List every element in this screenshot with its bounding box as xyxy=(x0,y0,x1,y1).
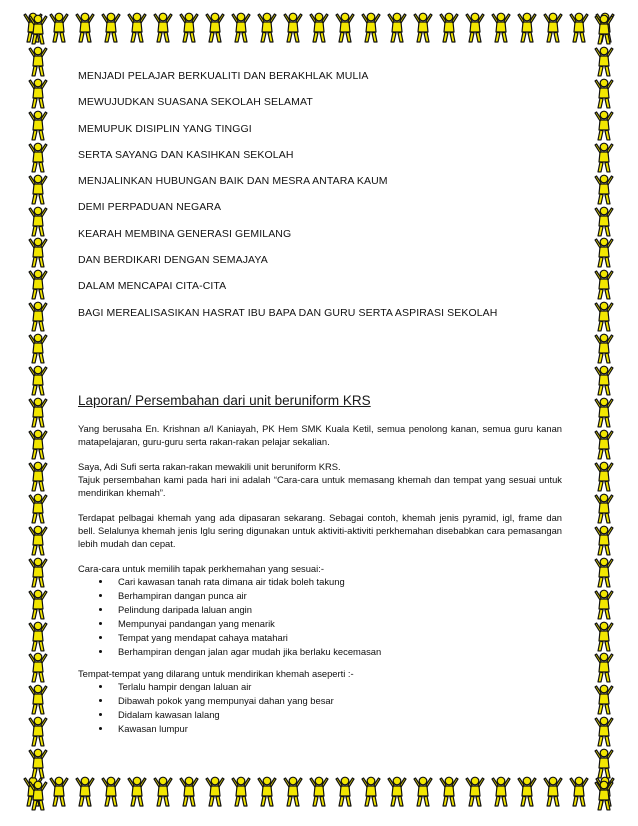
cheering-person-icon xyxy=(27,365,49,397)
cheering-person-icon xyxy=(100,12,122,44)
cheering-person-icon xyxy=(360,12,382,44)
cheering-person-icon xyxy=(593,14,615,46)
page-content xyxy=(78,68,562,736)
cheering-person-icon xyxy=(256,12,278,44)
cheering-person-icon xyxy=(27,397,49,429)
list-item: • Mempunyai pandangan yang menarik xyxy=(112,617,562,631)
cheering-person-icon xyxy=(178,776,200,808)
cheering-person-icon xyxy=(27,589,49,621)
cheering-person-icon xyxy=(27,142,49,174)
intro-line: Saya, Adi Sufi serta rakan-rakan mewakili unit beruniform KRS. xyxy=(78,460,341,472)
cheering-person-icon xyxy=(593,301,615,333)
cheering-person-icon xyxy=(593,365,615,397)
motto-line: MENJALINKAN HUBUNGAN BAIK DAN MESRA ANTARA KAUM xyxy=(78,175,388,188)
cheering-person-icon xyxy=(152,776,174,808)
cheering-person-icon xyxy=(593,269,615,301)
cheering-person-icon xyxy=(412,776,434,808)
cheering-person-icon xyxy=(593,142,615,174)
cheering-person-icon xyxy=(593,174,615,206)
motto-line: DALAM MENCAPAI CITA-CITA xyxy=(78,280,227,293)
site-heading: Cara-cara untuk memilih tapak perkhemahan yang sesuai:- xyxy=(78,562,324,574)
cheering-person-icon xyxy=(74,12,96,44)
cheering-person-icon xyxy=(27,621,49,653)
cheering-person-icon xyxy=(308,776,330,808)
cheering-person-icon xyxy=(438,776,460,808)
cheering-person-icon xyxy=(360,776,382,808)
cheering-person-icon xyxy=(438,12,460,44)
cheering-person-icon xyxy=(593,333,615,365)
cheering-person-icon xyxy=(542,12,564,44)
cheering-person-icon xyxy=(27,525,49,557)
cheering-person-icon xyxy=(27,780,49,812)
cheering-person-icon xyxy=(464,776,486,808)
cheering-person-icon xyxy=(27,461,49,493)
cheering-person-icon xyxy=(490,776,512,808)
tents-paragraph: Terdapat pelbagai khemah yang ada dipasaran sekarang. Sebagai contoh, khemah jenis pyramid, igl, frame dan bell. Selalunya khemah jenis Iglu sering digunakan untuk aktiviti-aktiviti perkhemahan disebabkan cara pemasangan lebih mudah dan cepat. xyxy=(78,511,562,549)
cheering-person-icon xyxy=(74,776,96,808)
list-item: • Didalam kawasan lalang xyxy=(112,708,562,722)
motto-line: SERTA SAYANG DAN KASIHKAN SEKOLAH xyxy=(78,148,294,161)
cheering-person-icon xyxy=(386,776,408,808)
cheering-person-icon xyxy=(126,12,148,44)
cheering-person-icon xyxy=(27,78,49,110)
cheering-person-icon xyxy=(256,776,278,808)
cheering-person-icon xyxy=(593,493,615,525)
list-item: • Berhampiran dangan punca air xyxy=(112,589,562,603)
motto-line: KEARAH MEMBINA GENERASI GEMILANG xyxy=(78,227,292,240)
motto-line: MENJADI PELAJAR BERKUALITI DAN BERAKHLAK MULIA xyxy=(78,70,369,82)
cheering-person-icon xyxy=(593,589,615,621)
school-motto xyxy=(78,68,562,331)
cheering-person-icon xyxy=(593,46,615,78)
report-title: Laporan/ Persembahan dari unit beruniform KRS xyxy=(78,392,371,408)
cheering-person-icon xyxy=(282,12,304,44)
border-left xyxy=(18,0,58,826)
list-item: • Tempat yang mendapat cahaya matahari xyxy=(112,631,562,645)
motto-line: BAGI MEREALISASIKAN HASRAT IBU BAPA DAN GURU SERTA ASPIRASI SEKOLAH xyxy=(78,306,498,319)
cheering-person-icon xyxy=(27,14,49,46)
list-item: • Berhampiran dengan jalan agar mudah jika berlaku kecemasan xyxy=(112,645,562,659)
cheering-person-icon xyxy=(593,110,615,142)
cheering-person-icon xyxy=(27,46,49,78)
cheering-person-icon xyxy=(593,748,615,780)
cheering-person-icon xyxy=(27,237,49,269)
cheering-person-icon xyxy=(27,174,49,206)
cheering-person-icon xyxy=(334,776,356,808)
cheering-person-icon xyxy=(27,301,49,333)
cheering-person-icon xyxy=(152,12,174,44)
cheering-person-icon xyxy=(27,206,49,238)
cheering-person-icon xyxy=(204,12,226,44)
cheering-person-icon xyxy=(593,237,615,269)
border-right xyxy=(584,0,624,826)
cheering-person-icon xyxy=(412,12,434,44)
list-item: • Pelindung daripada laluan angin xyxy=(112,603,562,617)
cheering-person-icon xyxy=(593,397,615,429)
list-item: • Cari kawasan tanah rata dimana air tidak boleh takung xyxy=(112,575,562,589)
cheering-person-icon xyxy=(593,621,615,653)
cheering-person-icon xyxy=(464,12,486,44)
cheering-person-icon xyxy=(230,12,252,44)
forbidden-heading: Tempat-tempat yang dilarang untuk mendirikan khemah aseperti :- xyxy=(78,667,354,679)
list-item: • Terlalu hampir dengan laluan air xyxy=(112,680,562,694)
cheering-person-icon xyxy=(593,780,615,812)
cheering-person-icon xyxy=(593,557,615,589)
cheering-person-icon xyxy=(178,12,200,44)
motto-line: DAN BERDIKARI DENGAN SEMAJAYA xyxy=(78,254,268,267)
cheering-person-icon xyxy=(593,461,615,493)
border-top xyxy=(0,12,638,60)
greeting-paragraph: Yang berusaha En. Krishnan a/l Kaniayah, PK Hem SMK Kuala Ketil, semua penolong kanan, semua guru kanan matapelajaran, guru-guru serta rakan-rakan pelajar sekalian. xyxy=(78,422,562,447)
cheering-person-icon xyxy=(542,776,564,808)
cheering-person-icon xyxy=(593,206,615,238)
forbidden-list xyxy=(78,680,562,736)
list-item: • Dibawah pokok yang mempunyai dahan yang besar xyxy=(112,694,562,708)
cheering-person-icon xyxy=(27,748,49,780)
cheering-person-icon xyxy=(516,12,538,44)
cheering-person-icon xyxy=(593,716,615,748)
cheering-person-icon xyxy=(27,557,49,589)
cheering-person-icon xyxy=(27,429,49,461)
border-bottom xyxy=(0,776,638,824)
intro-topic: Tajuk persembahan kami pada hari ini adalah “Cara-cara untuk memasang khemah dan tempat yang sesuai untuk mendirikan khemah”. xyxy=(78,473,562,498)
cheering-person-icon xyxy=(27,269,49,301)
cheering-person-icon xyxy=(204,776,226,808)
motto-line: DEMI PERPADUAN NEGARA xyxy=(78,201,222,214)
list-item: • Kawasan lumpur xyxy=(112,722,562,736)
cheering-person-icon xyxy=(282,776,304,808)
cheering-person-icon xyxy=(27,684,49,716)
cheering-person-icon xyxy=(27,652,49,684)
cheering-person-icon xyxy=(593,652,615,684)
motto-line: MEMUPUK DISIPLIN YANG TINGGI xyxy=(78,122,252,135)
cheering-person-icon xyxy=(27,110,49,142)
cheering-person-icon xyxy=(593,684,615,716)
cheering-person-icon xyxy=(126,776,148,808)
cheering-person-icon xyxy=(27,716,49,748)
cheering-person-icon xyxy=(386,12,408,44)
cheering-person-icon xyxy=(593,525,615,557)
cheering-person-icon xyxy=(490,12,512,44)
motto-line: MEWUJUDKAN SUASANA SEKOLAH SELAMAT xyxy=(78,96,313,109)
cheering-person-icon xyxy=(593,429,615,461)
cheering-person-icon xyxy=(593,78,615,110)
cheering-person-icon xyxy=(100,776,122,808)
cheering-person-icon xyxy=(308,12,330,44)
site-list xyxy=(78,575,562,659)
cheering-person-icon xyxy=(230,776,252,808)
cheering-person-icon xyxy=(334,12,356,44)
cheering-person-icon xyxy=(27,333,49,365)
cheering-person-icon xyxy=(516,776,538,808)
cheering-person-icon xyxy=(27,493,49,525)
